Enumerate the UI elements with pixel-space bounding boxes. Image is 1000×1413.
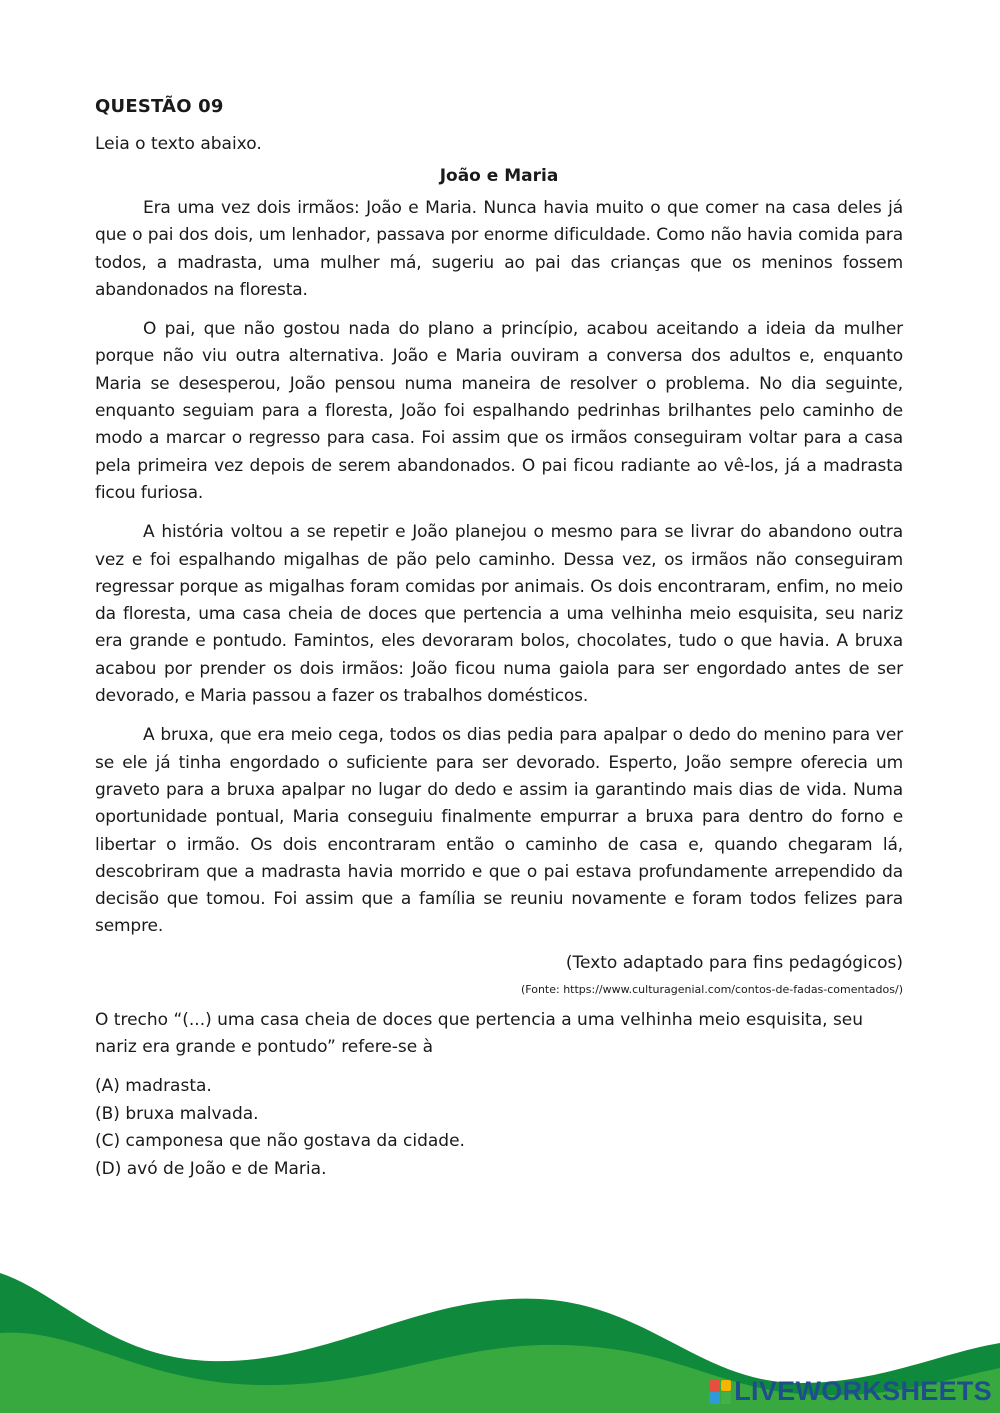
story-paragraph-3: A história voltou a se repetir e João planejou o mesmo para se livrar do abandono outra vez e foi espalhando migalhas de pão pelo caminho. Dessa vez, os irmãos não conseguiram regressar porque as migalhas foram comidas por animais. Os dois encontraram, enfim, no meio da floresta, uma casa cheia de doces que pertencia a uma velhinha meio esquisita, seu nariz era grande e pontudo. Famintos, eles devoraram bolos, chocolates, tudo o que havia. A bruxa acabou por prender os dois irmãos: João ficou numa gaiola para ser engordado antes de ser devorado, e Maria passou a fazer os trabalhos domésticos. <box>95 522 903 707</box>
instruction-text: Leia o texto abaixo. <box>95 134 262 154</box>
story-paragraph-2: O pai, que não gostou nada do plano a princípio, acabou aceitando a ideia da mulher porque não viu outra alternativa. João e Maria ouviram a conversa dos adultos e, enquanto Maria se desesperou, João pensou numa maneira de resolver o problema. No dia seguinte, enquanto seguiam para a floresta, João foi espalhando pedrinhas brilhantes pelo caminho de modo a marcar o regresso para casa. Foi assim que os irmãos conseguiram voltar para a casa pela primeira vez depois de serem abandonados. O pai ficou radiante ao vê-los, já a madrasta ficou furiosa. <box>95 319 903 503</box>
story-title: João e Maria <box>439 166 559 186</box>
worksheet-page <box>95 96 903 1183</box>
liveworksheets-logo[interactable] <box>709 1376 992 1407</box>
story-paragraph-4: A bruxa, que era meio cega, todos os dias pedia para apalpar o dedo do menino para ver se ele já tinha engordado o suficiente para ser devorado. Esperto, João sempre oferecia um graveto para a bruxa apalpar no lugar do dedo e assim ia garantindo mais dias de vida. Numa oportunidade pontual, Maria conseguiu finalmente empurrar a bruxa para dentro do forno e libertar o irmão. Os dois encontraram então o caminho de casa e, quando chegaram lá, descobriram que a madrasta havia morrido e que o pai estava profundamente arrependido da decisão que tomou. Foi assim que a família se reuniu novamente e foram todos felizes para sempre. <box>95 725 903 937</box>
liveworksheets-mark-icon <box>709 1380 731 1404</box>
question-prompt: O trecho “(...) uma casa cheia de doces que pertencia a uma velhinha meio esquisita, seu nariz era grande e pontudo” refere-se à <box>95 1009 864 1058</box>
option-a[interactable]: (A) madrasta. <box>95 1076 212 1097</box>
option-b[interactable]: (B) bruxa malvada. <box>95 1103 259 1124</box>
option-d[interactable]: (D) avó de João e de Maria. <box>95 1158 327 1179</box>
text-credit: (Texto adaptado para fins pedagógicos) <box>565 952 903 973</box>
answer-options <box>95 1073 903 1183</box>
option-c[interactable]: (C) camponesa que não gostava da cidade. <box>95 1131 465 1152</box>
question-title: QUESTÃO 09 <box>95 96 224 117</box>
brand-name: LIVEWORKSHEETS <box>734 1376 992 1406</box>
story-paragraph-1: Era uma vez dois irmãos: João e Maria. Nunca havia muito o que comer na casa deles já que o pai dos dois, um lenhador, passava por enorme dificuldade. Como não havia comida para todos, a madrasta, uma mulher má, sugeriu ao pai das crianças que os meninos fossem abandonados na floresta. <box>95 198 903 300</box>
source-citation: (Fonte: https://www.culturagenial.com/contos-de-fadas-comentados/) <box>521 982 903 996</box>
